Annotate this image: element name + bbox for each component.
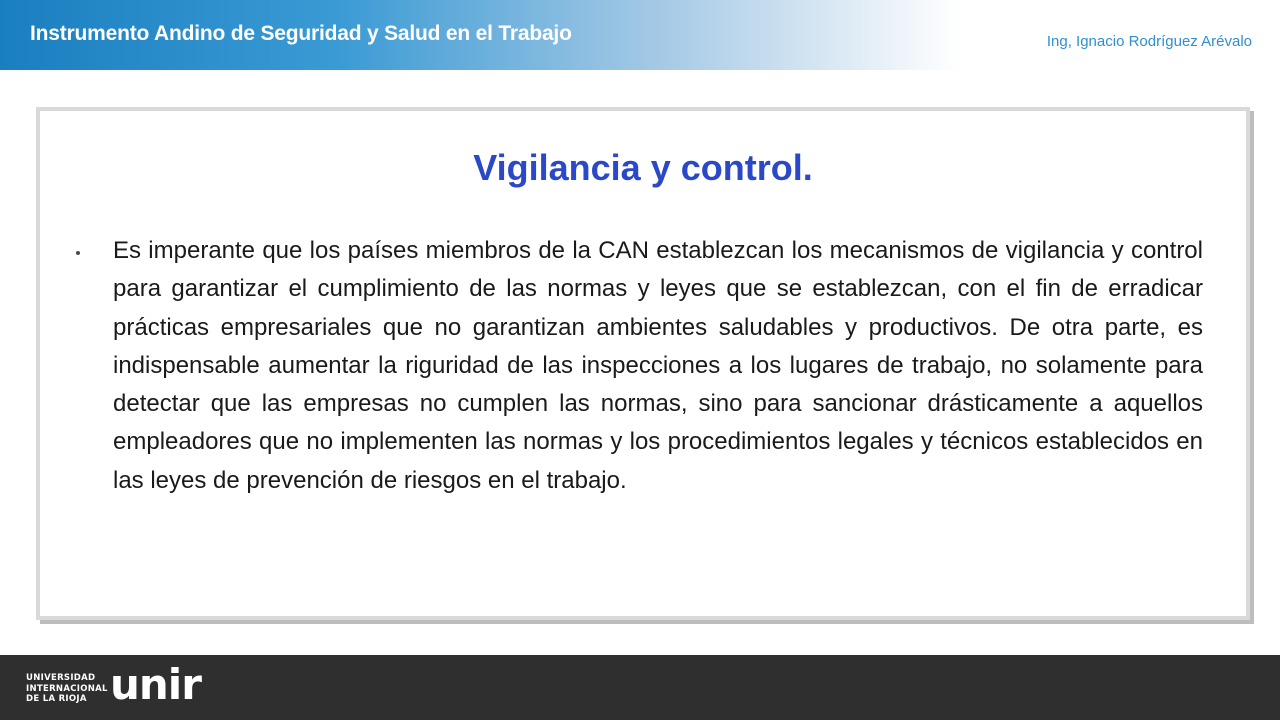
bullet-text: Es imperante que los países miembros de la CAN establezcan los mecanismos de vigilancia y control para garantizar el cumplimiento de las normas y leyes que se establezcan, con el fin de erradicar prácticas empresariales que no garantizan ambientes saludables y productivos. De otra parte, es indispensable aumentar la riguridad de las inspecciones a los lugares de trabajo, no solamente para detectar que las empresas no cumplen las normas, sino para sancionar drásticamente a aquellos empleadores que no implementen las normas y los procedimientos legales y técnicos establecidos en las leyes de prevención de riesgos en el trabajo. [113, 237, 1203, 494]
bullet-dot-icon [76, 251, 80, 255]
content-card [36, 107, 1250, 620]
header-title: Instrumento Andino de Seguridad y Salud en el Trabajo [30, 22, 572, 45]
university-name: UNIVERSIDAD INTERNACIONAL DE LA RIOJA [26, 673, 108, 704]
footer-bar [0, 655, 1280, 720]
slide-title: Vigilancia y control. [473, 147, 813, 188]
author-name: Ing, Ignacio Rodríguez Arévalo [1046, 33, 1252, 50]
unir-logo: unir [110, 660, 201, 709]
